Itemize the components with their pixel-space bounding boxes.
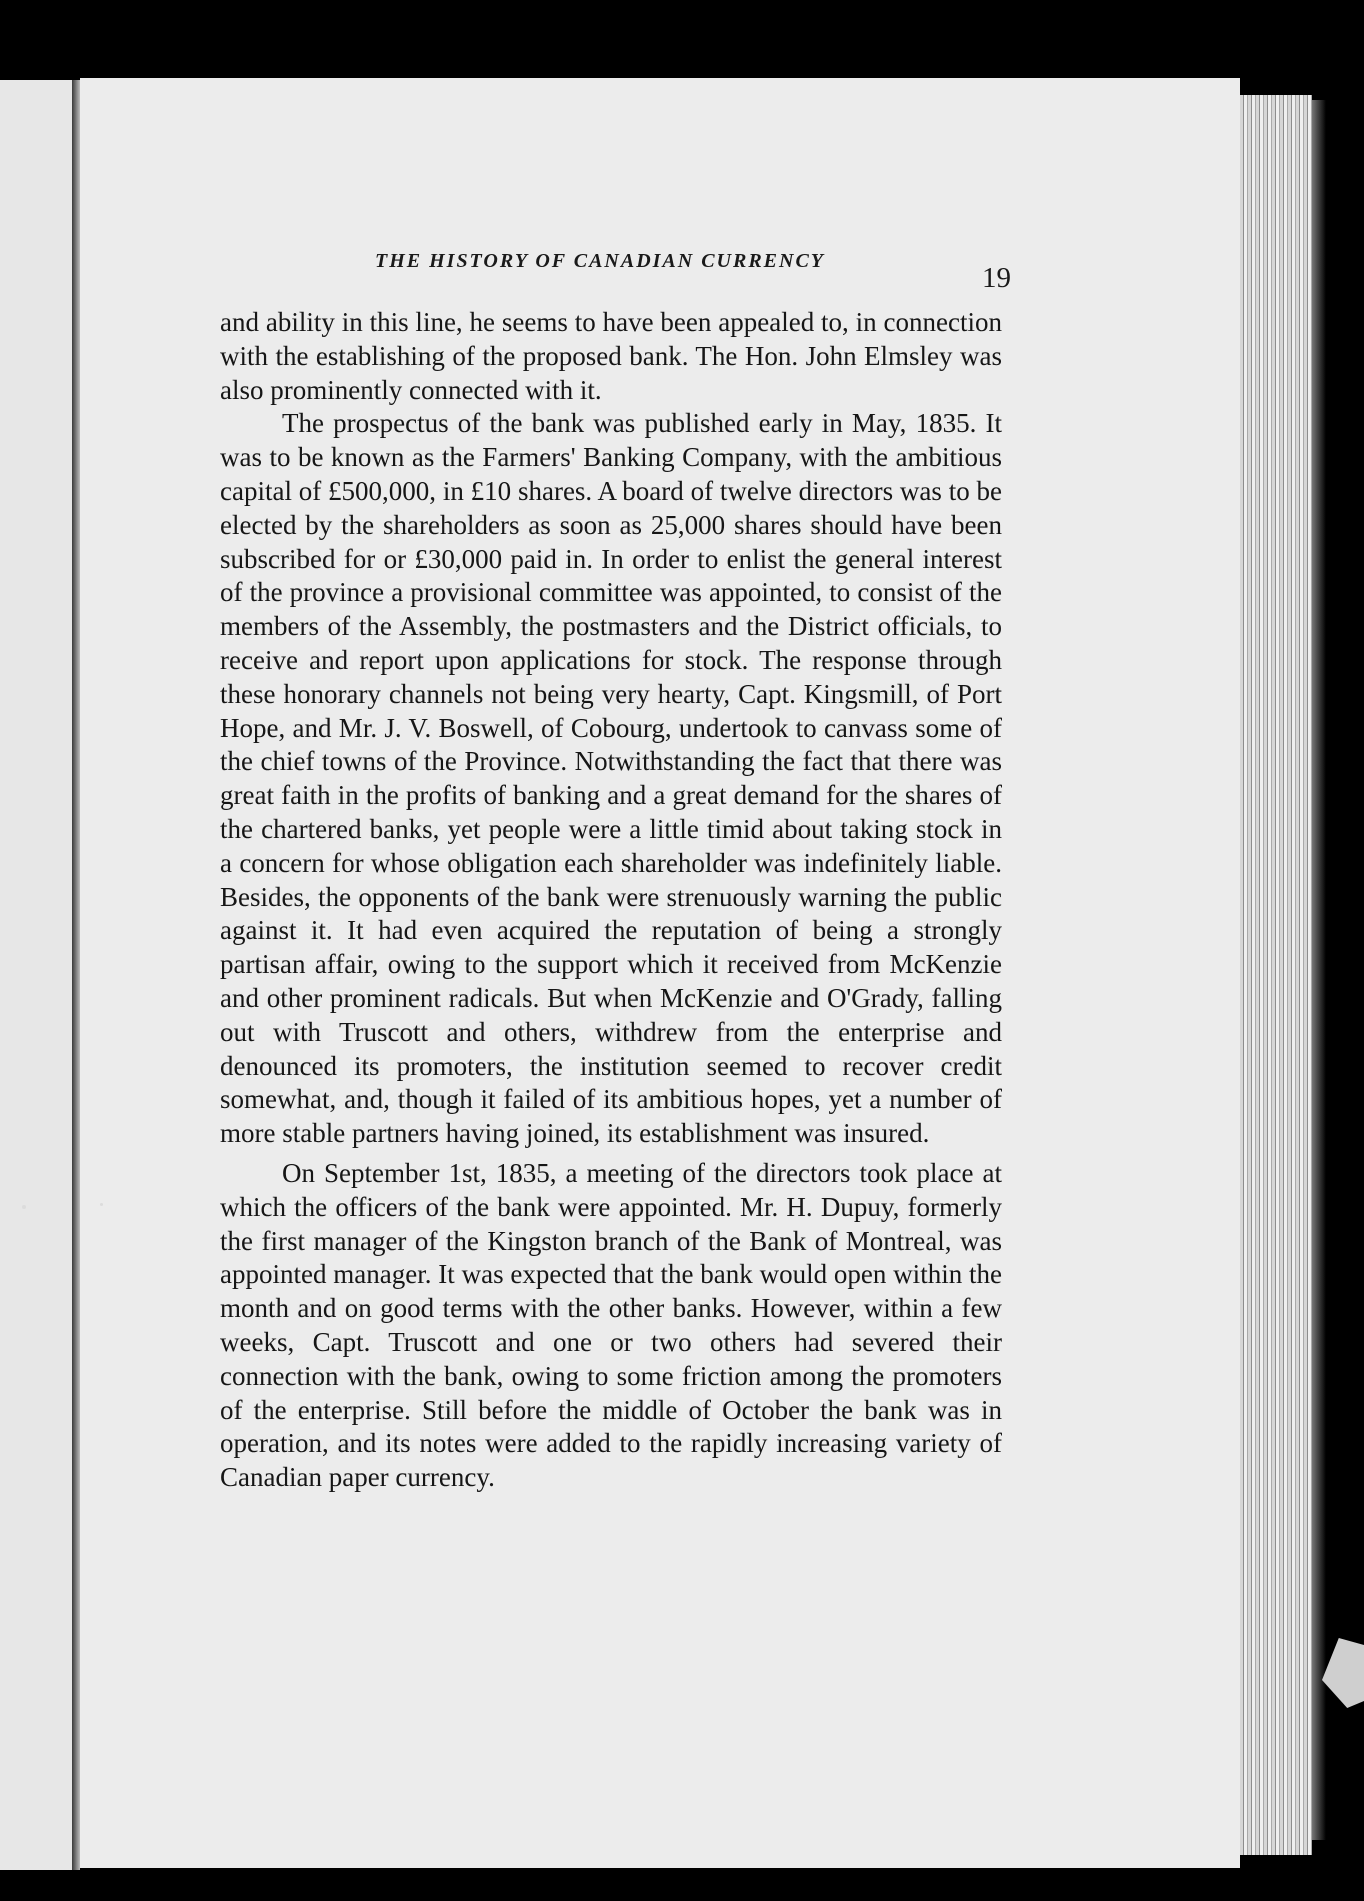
running-head: THE HISTORY OF CANADIAN CURRENCY	[374, 250, 826, 272]
paragraph: The prospectus of the bank was published early in May, 1835. It was to be known as the Farmers' Banking Company, with the ambitious capital of £500,000, in £10 shares. A board of twelve directors was to be elected by the shareholders as soon as 25,000 shares should have been subscribed for or £30,000 paid in. In order to enlist the general interest of the province a provisional committee was appointed, to consist of the members of the Assembly, the postmasters and the District officials, to receive and report upon applications for stock. The response through these honorary channels not being very hearty, Capt. Kingsmill, of Port Hope, and Mr. J. V. Boswell, of Cobourg, undertook to canvass some of the chief towns of the Province. Notwithstanding the fact that there was great faith in the profits of banking and a great demand for the shares of the chartered banks, yet people were a little timid about taking stock in a concern for whose obligation each shareholder was indefinitely liable. Besides, the opponents of the bank were strenuously warning the public against it. It had even acquired the reputation of being a strongly partisan affair, owing to the support which it received from McKenzie and other prominent radicals. But when McKenzie and O'Grady, falling out with Truscott and others, withdrew from the enterprise and denounced its promoters, the institution seemed to recover credit somewhat, and, though it failed of its ambitious hopes, yet a number of more stable partners having joined, its establishment was insured.	[220, 408, 1002, 1149]
scan-speck	[100, 1203, 103, 1206]
book-gutter	[72, 80, 80, 1870]
scan-speck	[22, 1205, 26, 1209]
page-number: 19	[982, 262, 1011, 294]
paragraph: On September 1st, 1835, a meeting of the directors took place at which the officers of the bank were appointed. Mr. H. Dupuy, formerly the first manager of the Kingston branch of the Bank of Montreal, was appointed manager. It was expected that the bank would open within the month and on good terms with the other banks. However, within a few weeks, Capt. Truscott and one or two others had severed their connection with the bank, owing to some friction among the promoters of the enterprise. Still before the middle of October the bank was in operation, and its notes were added to the rapidly increasing variety of Canadian paper currency.	[220, 1157, 1002, 1493]
body-text	[220, 306, 1002, 1495]
facing-page-edge	[0, 80, 72, 1870]
paragraph-continued: and ability in this line, he seems to have been appealed to, in connection with the establishing of the proposed bank. The Hon. John Elmsley was also prominently connected with it.	[220, 307, 1002, 405]
page-edge-shadow	[1312, 100, 1326, 1840]
page-stack-edges	[1240, 95, 1312, 1855]
